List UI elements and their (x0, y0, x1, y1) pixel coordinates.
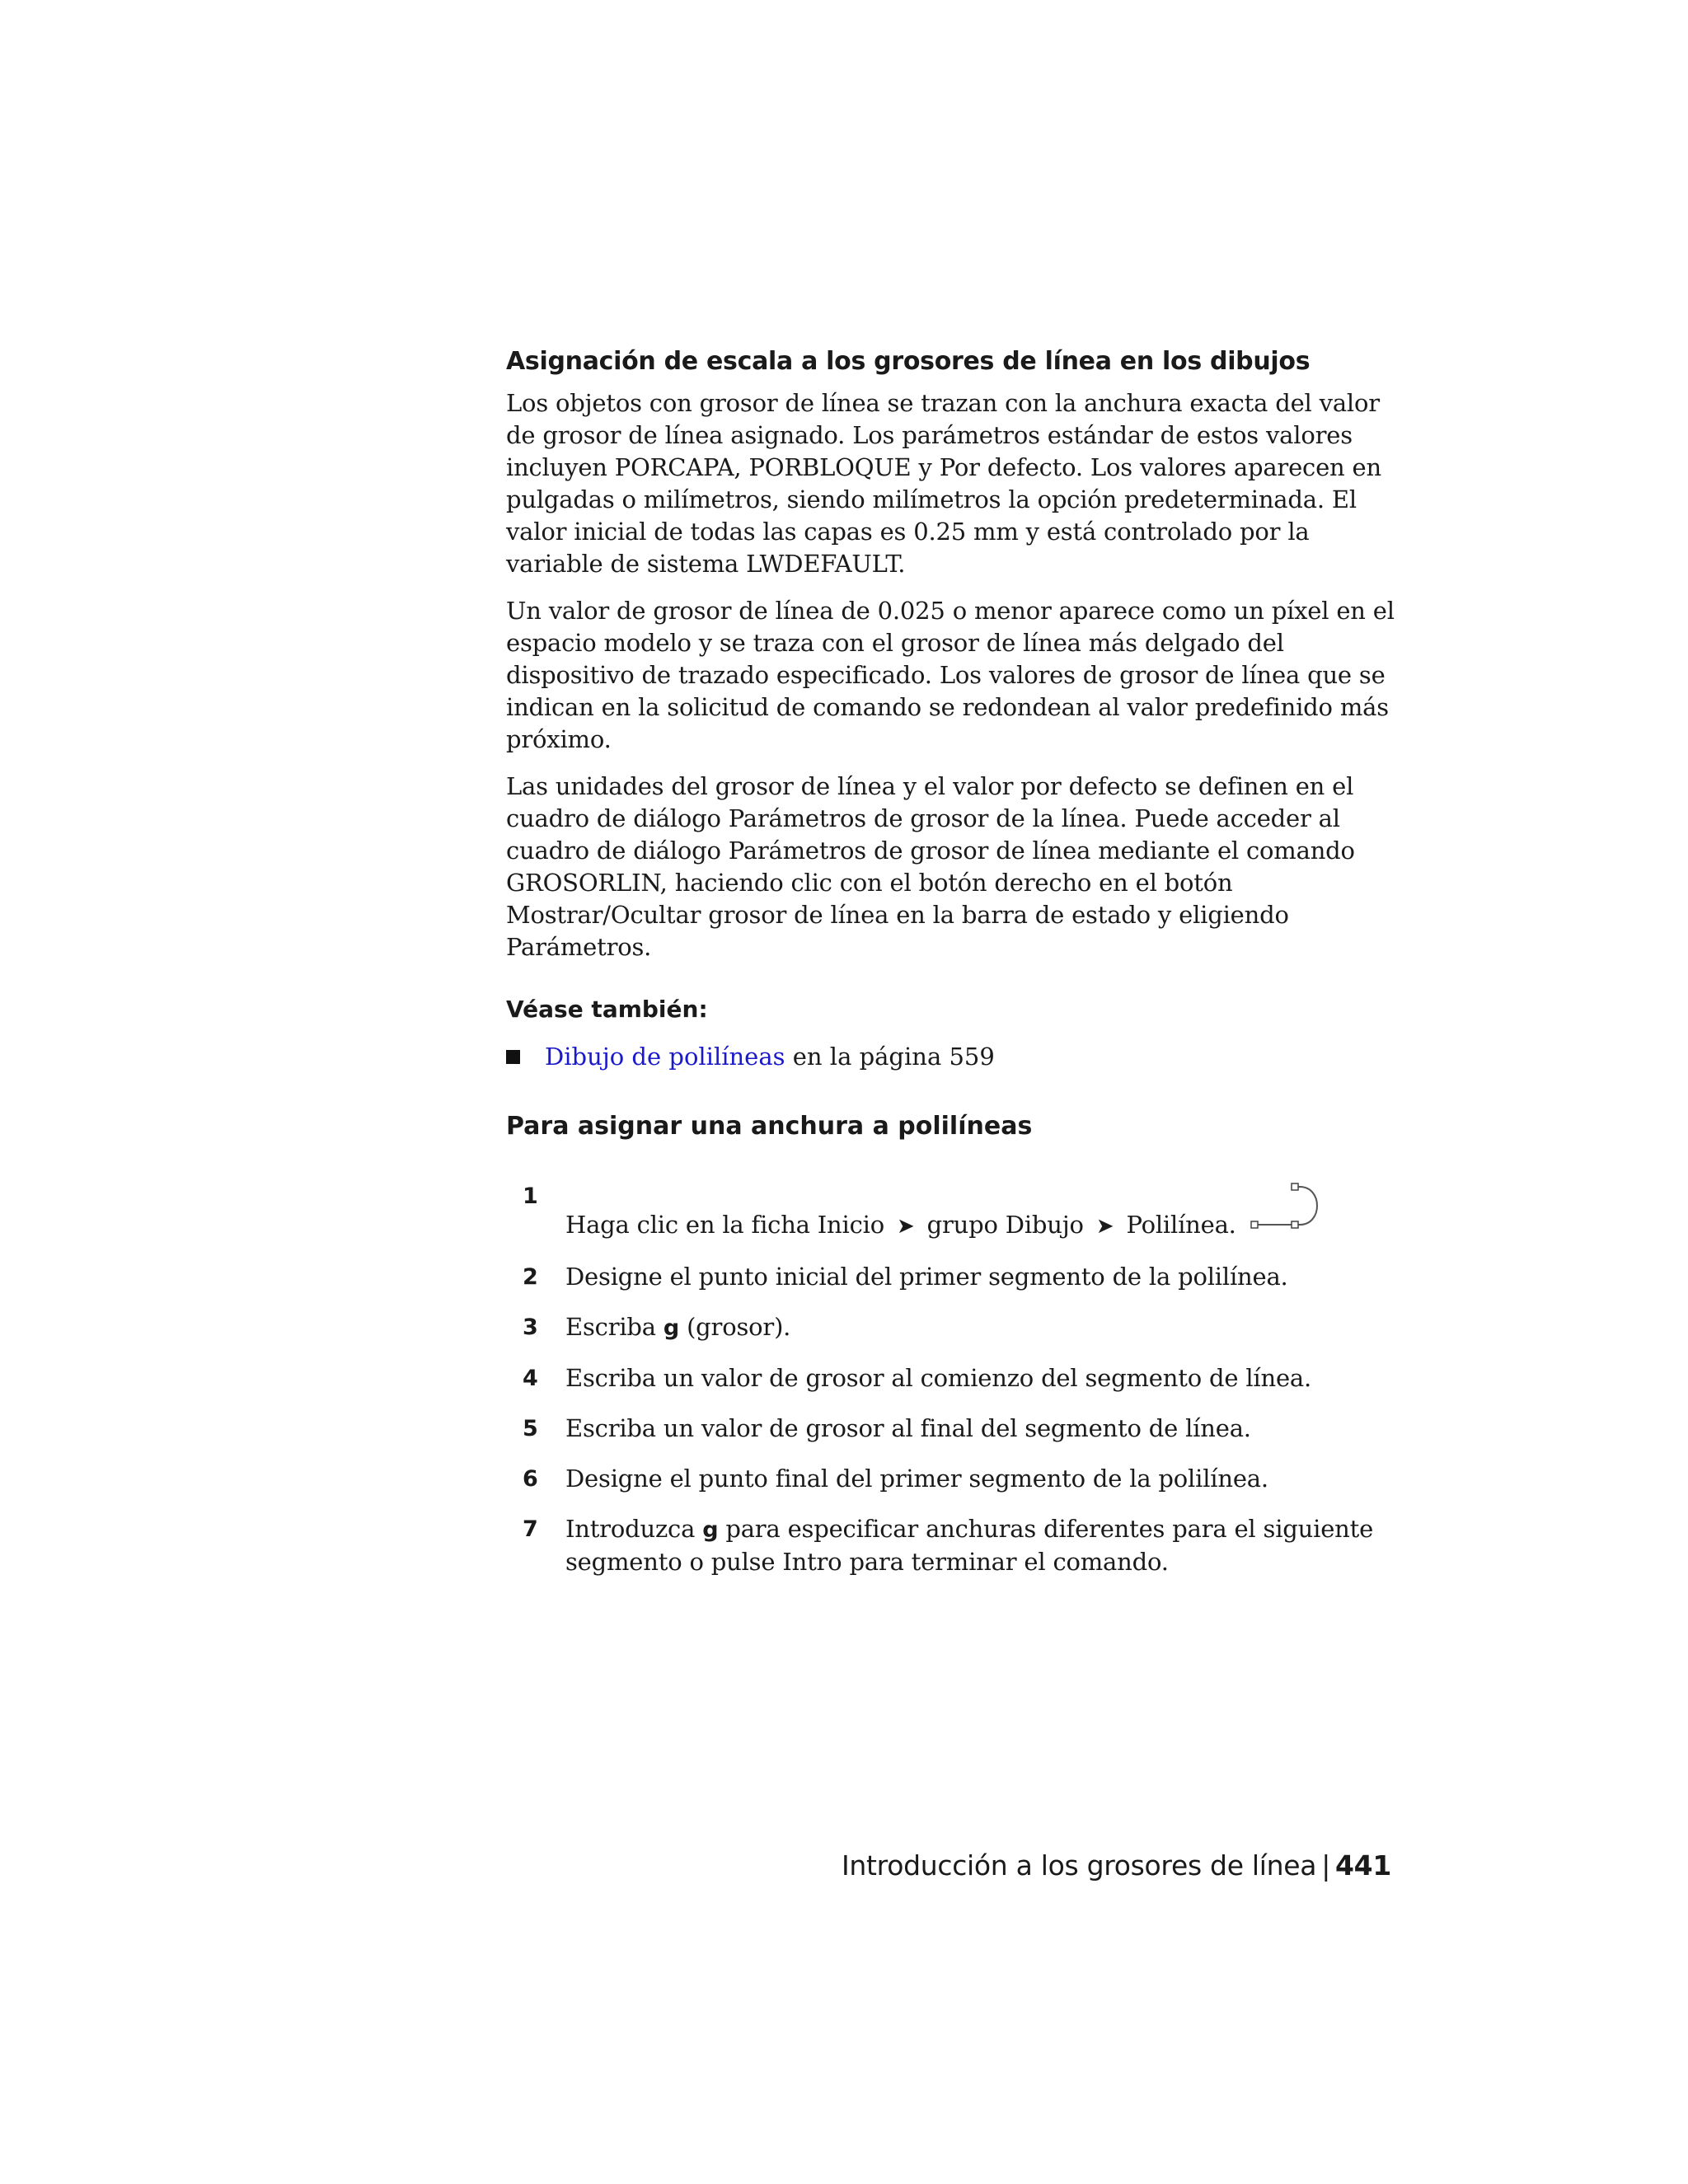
step-text (565, 1311, 1401, 1344)
list-item (506, 1041, 1401, 1073)
step-text: Designe el punto final del primer segmento de la polilínea. (565, 1465, 1268, 1493)
paragraph-1: Los objetos con grosor de línea se trazan con la anchura exacta del valor de grosor de línea asignado. Los parámetros estándar de estos valores incluyen PORCAPA, PORBLOQUE y Por defecto. Los valores aparecen en pulgadas o milímetros, siendo milímetros la opción predeterminada. El valor inicial de todas las capas es 0.25 mm y está controlado por la variable de sistema LWDEFAULT. (506, 389, 1381, 578)
procedure-heading: Para asignar una anchura a polilíneas (506, 1112, 1033, 1141)
page-reference: en la página 559 (785, 1043, 995, 1071)
step-text (565, 1513, 1401, 1578)
section-heading: Asignación de escala a los grosores de línea en los dibujos (506, 347, 1311, 376)
paragraph-3: Las unidades del grosor de línea y el valor por defecto se definen en el cuadro de diálogo Parámetros de grosor de la línea. Puede acceder al cuadro de diálogo Parámetros de grosor de línea mediante el comando GROSORLIN, haciendo clic con el botón derecho en el botón Mostrar/Ocultar grosor de línea en la barra de estado y eligiendo Parámetros. (506, 772, 1355, 961)
see-also-heading: Véase también: (506, 996, 708, 1023)
see-also-entry (545, 1041, 995, 1073)
page-content (506, 341, 1401, 1596)
procedure-steps (506, 1180, 1401, 1578)
step-7 (506, 1513, 1401, 1578)
paragraph-2: Un valor de grosor de línea de 0.025 o menor aparece como un píxel en el espacio modelo y se traza con el grosor de línea más delgado del dispositivo de trazado especificado. Los valores de grosor de línea que se indican en la solicitud de comando se redondean al valor predefinido más próximo. (506, 597, 1395, 753)
step-6 (506, 1463, 1401, 1495)
polyline-icon (1250, 1179, 1325, 1241)
step-number: 1 (523, 1183, 538, 1209)
link-dibujo-de-polilineas[interactable]: Dibujo de polilíneas (545, 1043, 785, 1071)
step-7-before: Introduzca (565, 1515, 703, 1543)
step-3 (506, 1311, 1401, 1344)
step-3-before: Escriba (565, 1313, 663, 1341)
step-number: 4 (523, 1366, 538, 1391)
square-bullet-icon (506, 1050, 520, 1064)
page-footer (842, 1848, 1391, 1884)
step-3-after: (grosor). (679, 1313, 791, 1341)
step-number: 2 (523, 1264, 538, 1290)
step-number: 6 (523, 1466, 538, 1492)
step-text: Designe el punto inicial del primer segmento de la polilínea. (565, 1263, 1288, 1291)
step-7-after: para especificar anchuras diferentes para el siguiente segmento o pulse Intro para terminar el comando. (565, 1515, 1374, 1576)
footer-separator: | (1321, 1849, 1331, 1882)
step-5 (506, 1413, 1401, 1445)
step-text (565, 1180, 1401, 1243)
arrow-right-icon: ➤ (897, 1214, 915, 1239)
step-1-part-1: Haga clic en la ficha Inicio (565, 1211, 884, 1239)
arrow-right-icon: ➤ (1095, 1214, 1114, 1239)
step-text: Escriba un valor de grosor al final del segmento de línea. (565, 1414, 1251, 1442)
step-number: 7 (523, 1516, 538, 1542)
footer-title: Introducción a los grosores de línea (841, 1849, 1317, 1882)
command-key: g (663, 1315, 680, 1341)
step-1-part-2: grupo Dibujo (926, 1211, 1084, 1239)
step-1-part-3: Polilínea. (1126, 1211, 1236, 1239)
step-text: Escriba un valor de grosor al comienzo del segmento de línea. (565, 1364, 1312, 1392)
step-1 (506, 1180, 1401, 1243)
page-number: 441 (1335, 1849, 1391, 1882)
command-key: g (702, 1517, 719, 1543)
see-also-list (506, 1041, 1401, 1073)
step-number: 3 (523, 1315, 538, 1340)
step-2 (506, 1261, 1401, 1293)
step-number: 5 (523, 1416, 538, 1441)
step-4 (506, 1362, 1401, 1394)
